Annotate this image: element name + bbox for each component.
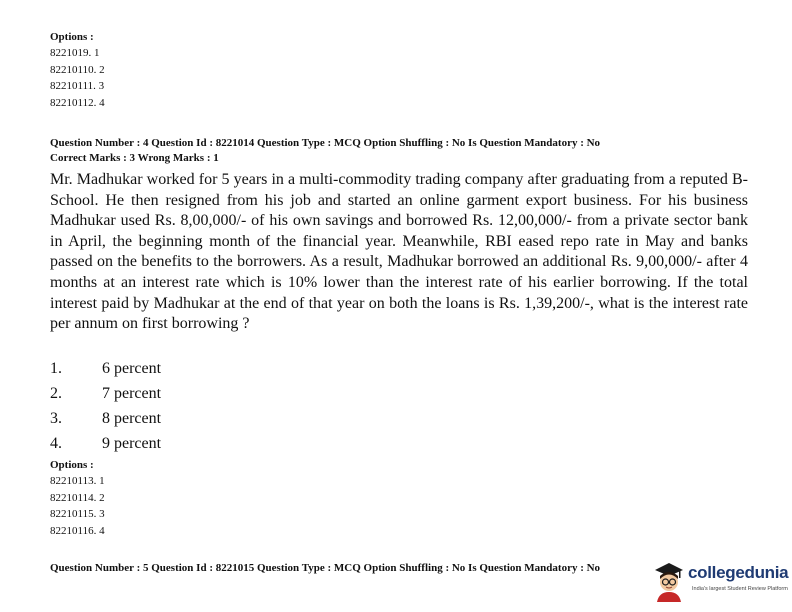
choice-number: 3. <box>50 410 62 427</box>
choice-text: 8 percent <box>102 410 162 427</box>
question-meta: Question Number : 4 Question Id : 8221014 Question Type : MCQ Option Shuffling : No Is Question Mandatory : No <box>50 137 601 149</box>
collegedunia-logo <box>652 556 790 606</box>
option-id: 82210115. 3 <box>50 508 105 520</box>
choice-text: 7 percent <box>102 385 162 402</box>
choice-number: 2. <box>50 385 62 402</box>
choice-text: 9 percent <box>102 435 162 452</box>
option-id: 82210113. 1 <box>50 475 105 487</box>
question-5-header: Question Number : 5 Question Id : 8221015 Question Type : MCQ Option Shuffling : No Is Question Mandatory : No <box>50 562 601 574</box>
options-label: Options : <box>50 459 94 471</box>
marks-meta: Correct Marks : 3 Wrong Marks : 1 <box>50 152 219 164</box>
options-label: Options : <box>50 31 94 43</box>
option-id: 82210116. 4 <box>50 524 105 537</box>
question-4-text: Mr. Madhukar worked for 5 years in a multi-commodity trading company after graduating from a reputed B-School. He then resigned from his job and started an online garment export business. For his business Madhukar used Rs. 8,00,000/- of his own savings and borrowed Rs. 12,00,000/- from a private sector bank in April, the beginning month of the financial year. Meanwhile, RBI eased repo rate in May and banks passed on the benefits to the borrowers. As a result, Madhukar borrowed an additional Rs. 9,00,000/- after 4 months at an interest rate which is 10% lower than the interest rate of his earlier borrowing. If the total interest paid by Madhukar at the end of that year on both the loans is Rs. 1,39,200/-, what is the interest rate per annum on first borrowing ? <box>50 171 748 333</box>
option-id: 82210111. 3 <box>50 80 105 92</box>
choice-number: 4. <box>50 435 62 452</box>
option-id: 82210110. 2 <box>50 63 105 76</box>
option-id: 8221019. 1 <box>50 47 100 59</box>
student-avatar-icon <box>652 560 686 602</box>
option-id: 82210112. 4 <box>50 96 105 109</box>
choice-number: 1. <box>50 360 62 377</box>
brand-name: collegedunia <box>688 563 789 582</box>
options-block-q4 <box>50 458 105 539</box>
options-block-q3 <box>50 30 105 111</box>
brand-tagline: India's largest Student Review Platform <box>692 586 788 592</box>
choice-text: 6 percent <box>102 360 162 377</box>
question-4-header <box>50 136 750 166</box>
option-id: 82210114. 2 <box>50 491 105 504</box>
